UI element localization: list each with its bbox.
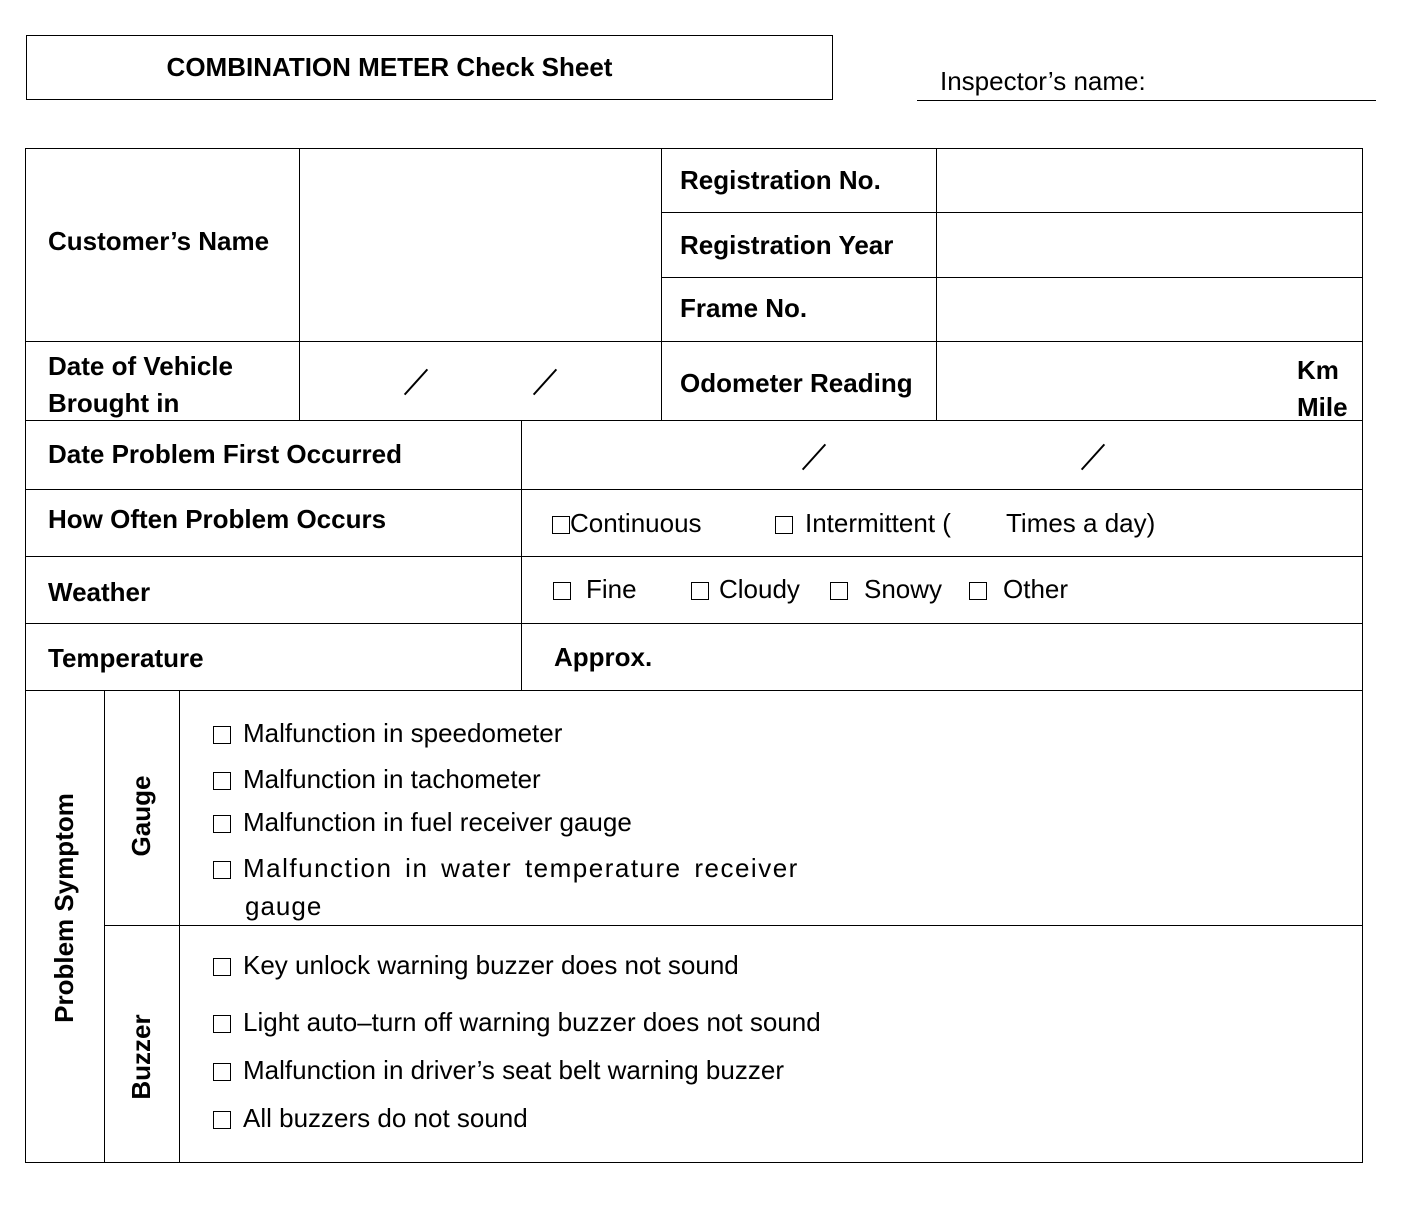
registration-year-label: Registration Year [680, 230, 894, 260]
option-weather-snowy[interactable]: Snowy [830, 574, 942, 605]
registration-no-field[interactable] [938, 150, 1361, 211]
page-title: COMBINATION METER Check Sheet [166, 52, 613, 82]
unit-mile: Mile [1297, 392, 1348, 422]
checkbox[interactable] [213, 861, 231, 879]
date-vehicle-label-line1: Date of Vehicle [48, 351, 233, 381]
gauge-item-water-temp-cont: gauge [245, 891, 323, 921]
date-vehicle-field[interactable] [301, 343, 660, 419]
gauge-item-speedometer[interactable]: Malfunction in speedometer [213, 718, 562, 749]
option-intermittent[interactable]: Intermittent ( [775, 508, 951, 539]
buzzer-label: Buzzer [126, 1014, 156, 1100]
date-problem-field[interactable] [523, 422, 1361, 488]
odometer-field[interactable] [938, 343, 1288, 419]
checkbox[interactable] [213, 726, 231, 744]
date-vehicle-label-line2: Brought in [48, 388, 180, 418]
inspector-name-label: Inspector’s name: [940, 66, 1146, 96]
checkbox[interactable] [213, 1063, 231, 1081]
date-separator [404, 369, 428, 396]
date-separator [1081, 444, 1105, 471]
option-weather-cloudy[interactable]: Cloudy [691, 574, 800, 605]
odometer-label: Odometer Reading [680, 368, 913, 398]
gauge-label: Gauge [126, 775, 156, 857]
date-separator [533, 369, 557, 396]
customer-name-field[interactable] [301, 150, 660, 340]
frame-no-field[interactable] [938, 279, 1361, 340]
buzzer-item-all-buzzers[interactable]: All buzzers do not sound [213, 1103, 528, 1134]
gauge-item-water-temp[interactable]: Malfunction in water temperature receiver [213, 853, 799, 884]
registration-year-field[interactable] [938, 214, 1361, 276]
frame-no-label: Frame No. [680, 293, 808, 323]
checkbox[interactable] [552, 516, 570, 534]
how-often-label: How Often Problem Occurs [48, 504, 387, 534]
checkbox[interactable] [691, 582, 709, 600]
checkbox[interactable] [213, 815, 231, 833]
checkbox[interactable] [553, 582, 571, 600]
date-separator [802, 444, 826, 471]
weather-label: Weather [48, 577, 151, 607]
buzzer-item-light-auto-off[interactable]: Light auto–turn off warning buzzer does not sound [213, 1007, 821, 1038]
approx-label: Approx. [554, 642, 653, 672]
checkbox[interactable] [213, 772, 231, 790]
checkbox[interactable] [775, 516, 793, 534]
checkbox[interactable] [213, 1111, 231, 1129]
title-box [26, 35, 833, 100]
gauge-item-fuel[interactable]: Malfunction in fuel receiver gauge [213, 807, 632, 838]
unit-km: Km [1297, 355, 1339, 385]
buzzer-item-key-unlock[interactable]: Key unlock warning buzzer does not sound [213, 950, 739, 981]
checkbox[interactable] [969, 582, 987, 600]
inspector-name-field[interactable] [917, 100, 1376, 101]
checkbox[interactable] [213, 1015, 231, 1033]
times-a-day-label: Times a day) [1006, 508, 1156, 538]
temperature-label: Temperature [48, 643, 204, 673]
buzzer-item-seat-belt[interactable]: Malfunction in driver’s seat belt warning buzzer [213, 1055, 784, 1086]
registration-no-label: Registration No. [680, 165, 881, 195]
option-weather-fine[interactable]: Fine [553, 574, 637, 605]
date-problem-label: Date Problem First Occurred [48, 439, 402, 469]
customer-name-label: Customer’s Name [48, 226, 270, 256]
gauge-item-tachometer[interactable]: Malfunction in tachometer [213, 764, 541, 795]
temperature-field[interactable] [680, 625, 1361, 689]
checkbox[interactable] [830, 582, 848, 600]
problem-symptom-label: Problem Symptom [49, 793, 79, 1023]
option-weather-other[interactable]: Other [969, 574, 1068, 605]
checkbox[interactable] [213, 958, 231, 976]
option-continuous[interactable]: Continuous [552, 508, 702, 539]
